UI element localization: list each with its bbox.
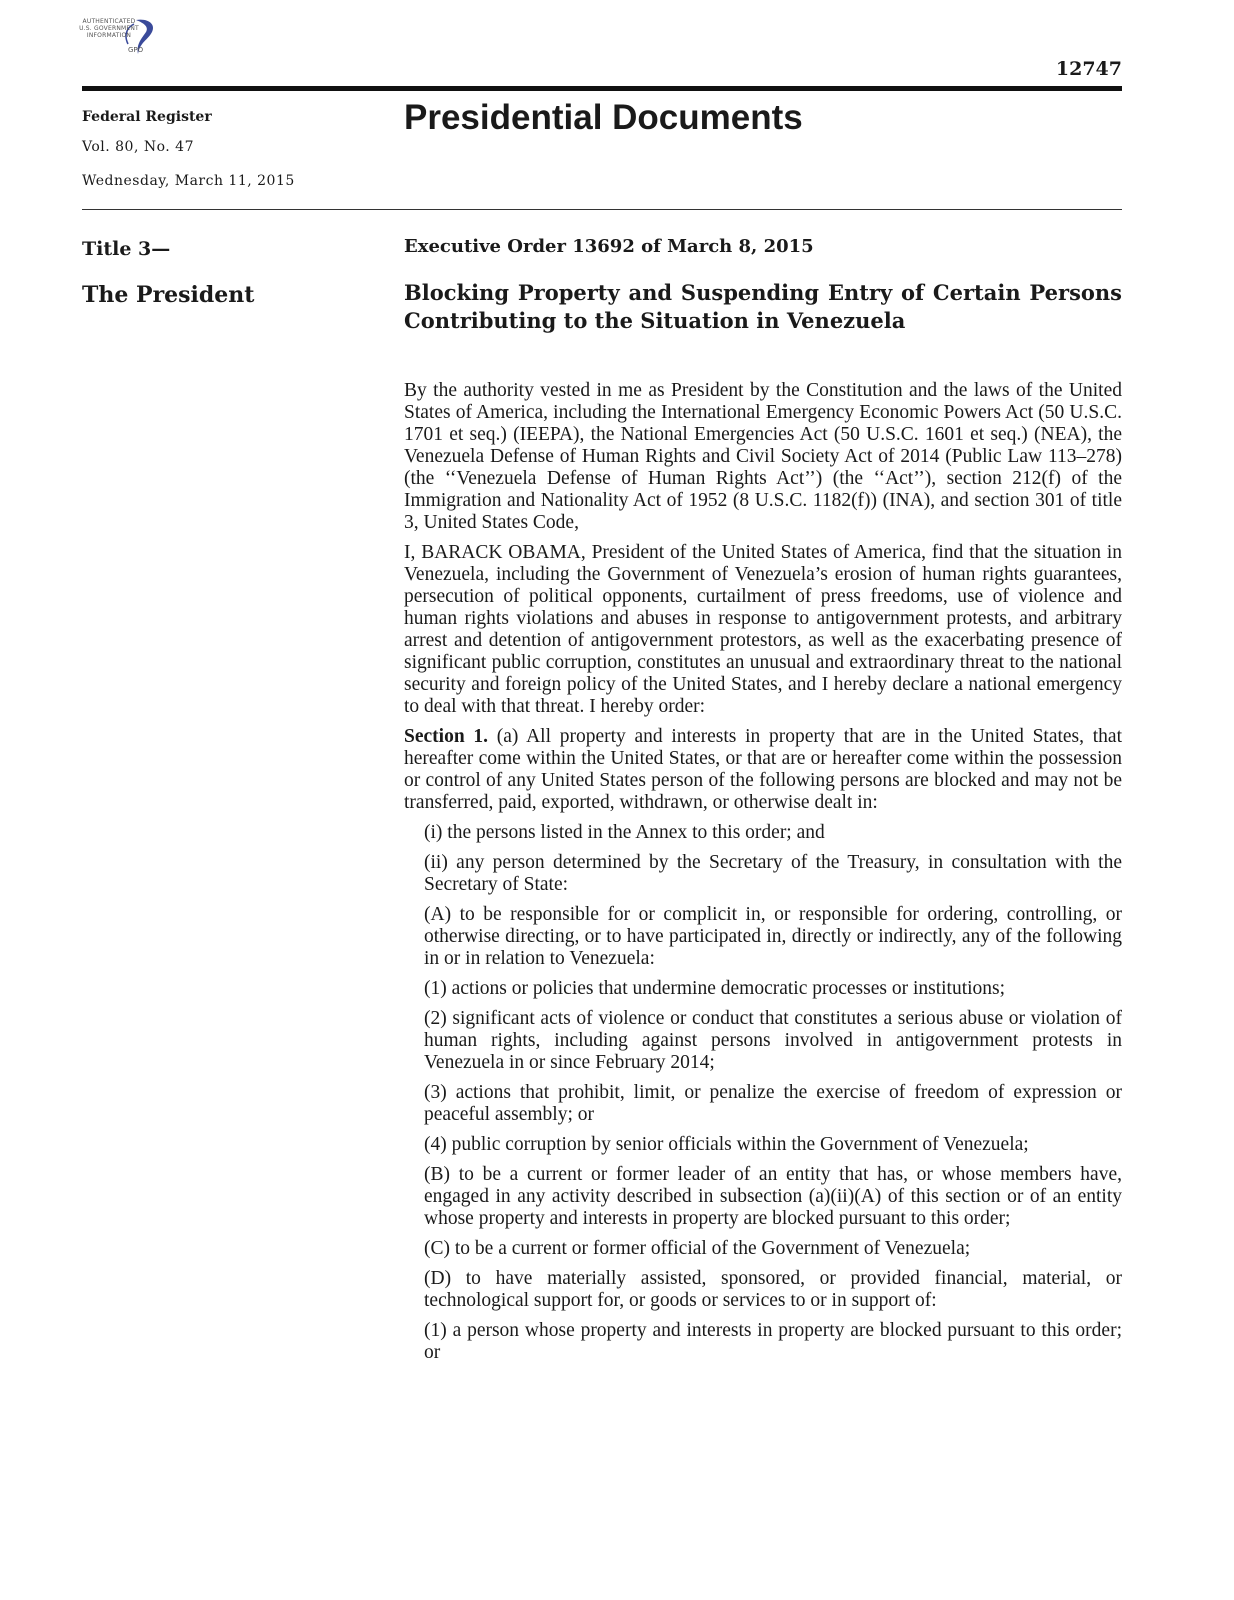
clause-A3: (3) actions that prohibit, limit, or penalize the exercise of freedom of expression or peaceful assembly; or [424,1082,1122,1125]
gpo-authentication-logo [76,14,158,60]
clause-A2: (2) significant acts of violence or conduct that constitutes a serious abuse or violation of human rights, including against persons involved in antigovernment protests in Venezuela in or since February 2014; [424,1008,1122,1073]
preamble-paragraph: By the authority vested in me as President by the Constitution and the laws of the United States of America, including the International Emergency Economic Powers Act (50 U.S.C. 1701 et seq.) (IEEPA), the National Emergencies Act (50 U.S.C. 1601 et seq.) (NEA), the Venezuela Defense of Human Rights and Civil Society Act of 2014 (Public Law 113–278) (the ‘‘Venezuela Defense of Human Rights Act’’) (the ‘‘Act’’), section 212(f) of the Immigration and Nationality Act of 1952 (8 U.S.C. 1182(f)) (INA), and section 301 of title 3, United States Code, [404,380,1122,533]
title-name: The President [82,282,255,308]
logo-gpo: GPO [128,46,144,54]
executive-order-title: Blocking Property and Suspending Entry of Certain Persons Contributing to the Situation in Venezuela [404,280,1122,333]
header-rule [82,86,1122,91]
clause-A: (A) to be responsible for or complicit in, or responsible for ordering, controlling, or otherwise directing, or to have participated in, directly or indirectly, any of the following in or in relation to Venezuela: [424,904,1122,969]
clause-A4: (4) public corruption by senior officials within the Government of Venezuela; [424,1134,1029,1155]
publication-name: Federal Register [82,109,212,125]
title-number: Title 3— [82,238,171,260]
clause-C: (C) to be a current or former official of the Government of Venezuela; [424,1238,971,1259]
clause-ii: (ii) any person determined by the Secretary of the Treasury, in consultation with the Secretary of State: [424,852,1122,895]
page-number: 12747 [1055,58,1122,80]
clause-D1: (1) a person whose property and interests in property are blocked pursuant to this order; or [424,1320,1122,1363]
section-text: (a) All property and interests in property that are in the United States, that hereafter come within the United States, or that are or hereafter come within the possession or control of any United States person of the following persons are blocked and may not be transferred, paid, exported, withdrawn, or otherwise dealt in: [404,726,1122,813]
publication-date: Wednesday, March 11, 2015 [82,173,295,189]
order-body [404,380,1122,1372]
executive-order-number: Executive Order 13692 of March 8, 2015 [404,236,814,257]
divider [82,209,1122,210]
volume-number: Vol. 80, No. 47 [82,139,194,155]
logo-text: AUTHENTICATED U.S. GOVERNMENT INFORMATION [79,18,139,39]
finding-paragraph: I, BARACK OBAMA, President of the United States of America, find that the situation in Venezuela, including the Government of Venezuela’s erosion of human rights guarantees, persecution of political opponents, curtailment of press freedoms, use of violence and human rights violations and abuses in response to antigovernment protests, and arbitrary arrest and detention of antigovernment protestors, as well as the exacerbating presence of significant public corruption, constitutes an unusual and extraordinary threat to the national security and foreign policy of the United States, and I hereby declare a national emergency to deal with that threat. I hereby order: [404,542,1122,717]
section-label: Section 1. [404,726,489,747]
clause-B: (B) to be a current or former leader of an entity that has, or whose members have, engaged in any activity described in subsection (a)(ii)(A) of this section or of an entity whose property and interests in property are blocked pursuant to this order; [424,1164,1122,1229]
clause-i: (i) the persons listed in the Annex to this order; and [424,822,825,843]
section-1-paragraph [404,726,1122,814]
clause-D: (D) to have materially assisted, sponsored, or provided financial, material, or technological support for, or goods or services to or in support of: [424,1268,1122,1311]
section-heading: Presidential Documents [404,98,803,137]
clause-A1: (1) actions or policies that undermine democratic processes or institutions; [424,978,1006,999]
